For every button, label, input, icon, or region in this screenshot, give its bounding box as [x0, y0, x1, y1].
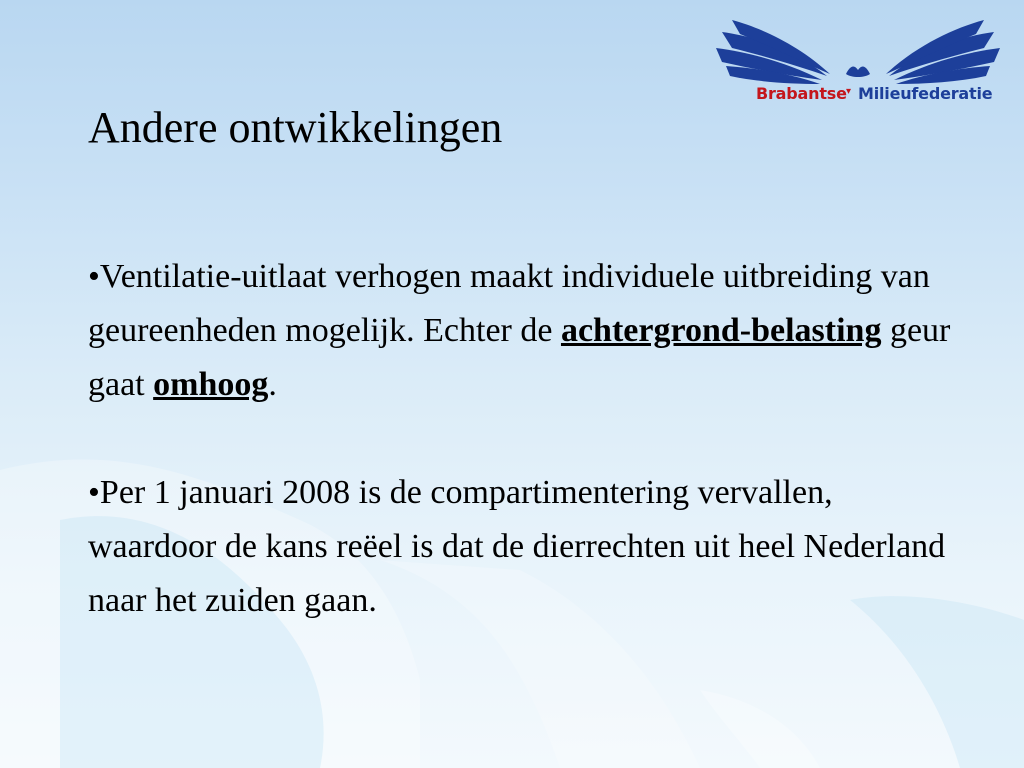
logo-name-left: Brabantse: [756, 84, 847, 103]
brabantse-milieufederatie-logo: [712, 18, 1004, 110]
bullet-marker: •: [88, 474, 100, 511]
bullet-marker: •: [88, 258, 100, 295]
bullet-text: Ventilatie-uitlaat verhogen maakt individuele uitbreiding van geureenheden mogelijk.: [88, 258, 930, 349]
slide-body: [88, 250, 968, 628]
emphasized-text: achtergrond-belasting: [560, 312, 882, 349]
bullet-text: Per 1 januari 2008 is de compartimentering vervallen, waardoor de kans reëel is dat de dierrechten uit heel Nederland naar het zuiden gaan.: [88, 474, 946, 619]
bullet-paragraph: [88, 250, 968, 412]
logo-name-right: Milieufederatie: [858, 84, 993, 103]
slide-title: Andere ontwikkelingen: [88, 103, 503, 152]
emphasized-text: omhoog: [153, 366, 269, 403]
bullet-text: Echter de: [414, 312, 561, 349]
bullet-paragraph: [88, 466, 968, 628]
bullet-text: geur gaat: [88, 312, 951, 403]
bullet-text: .: [268, 366, 277, 403]
logo-divider-icon: ▾: [846, 86, 852, 97]
